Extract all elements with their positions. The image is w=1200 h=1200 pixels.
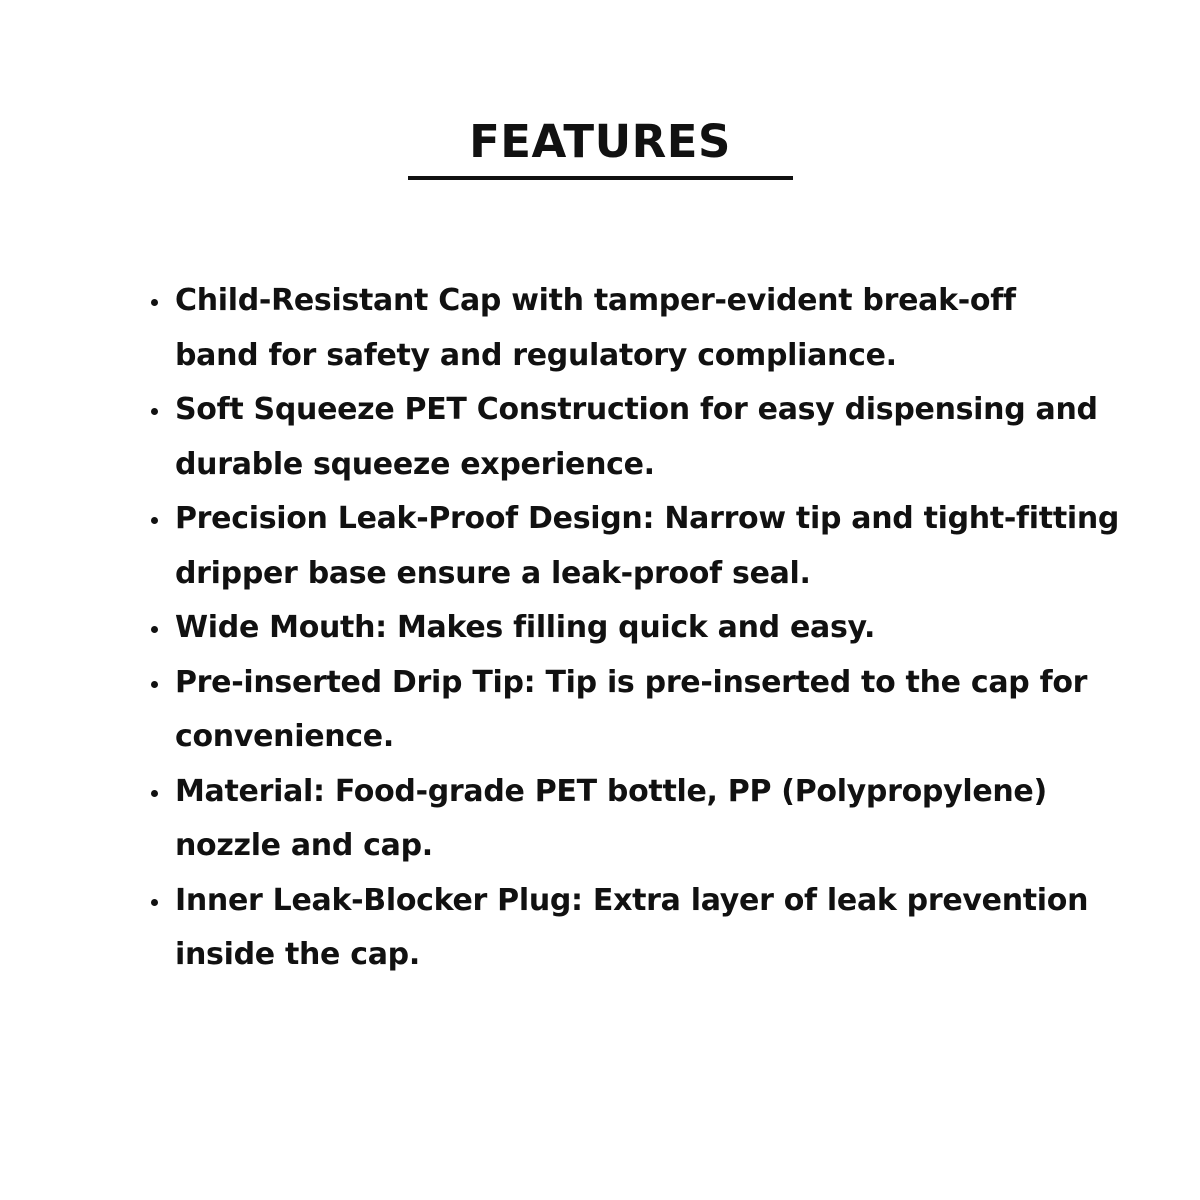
feature-list <box>150 274 1160 983</box>
feature-item <box>150 492 1160 601</box>
feature-line: dripper base ensure a leak-proof seal. <box>175 555 811 591</box>
feature-line: Pre-inserted Drip Tip: Tip is pre-inserted to the cap for <box>175 664 1088 700</box>
title-underline <box>408 176 793 180</box>
bullet-icon <box>151 517 158 524</box>
page-title: FEATURES <box>469 115 731 168</box>
feature-line: band for safety and regulatory compliance. <box>175 337 897 373</box>
bullet-icon <box>151 299 158 306</box>
feature-line: Material: Food-grade PET bottle, PP (Polypropylene) <box>175 773 1047 809</box>
feature-item <box>150 601 1160 656</box>
feature-item <box>150 765 1160 874</box>
bullet-icon <box>151 408 158 415</box>
bullet-icon <box>151 681 158 688</box>
feature-item <box>150 656 1160 765</box>
feature-line: durable squeeze experience. <box>175 446 655 482</box>
feature-line: Wide Mouth: Makes filling quick and easy. <box>175 610 876 645</box>
feature-line: convenience. <box>175 719 394 754</box>
feature-item <box>150 383 1160 492</box>
features-heading <box>0 112 1200 172</box>
feature-line: Soft Squeeze PET Construction for easy dispensing and <box>175 392 1098 427</box>
bullet-icon <box>151 899 158 906</box>
feature-item <box>150 874 1160 983</box>
bullet-icon <box>151 626 158 633</box>
feature-line: Precision Leak-Proof Design: Narrow tip and tight-fitting <box>175 501 1120 536</box>
feature-line: Child-Resistant Cap with tamper-evident break-off <box>175 283 1016 318</box>
bullet-icon <box>151 790 158 797</box>
feature-line: inside the cap. <box>175 937 420 972</box>
feature-item <box>150 274 1160 383</box>
feature-line: Inner Leak-Blocker Plug: Extra layer of leak prevention <box>175 882 1089 918</box>
feature-line: nozzle and cap. <box>175 828 433 863</box>
